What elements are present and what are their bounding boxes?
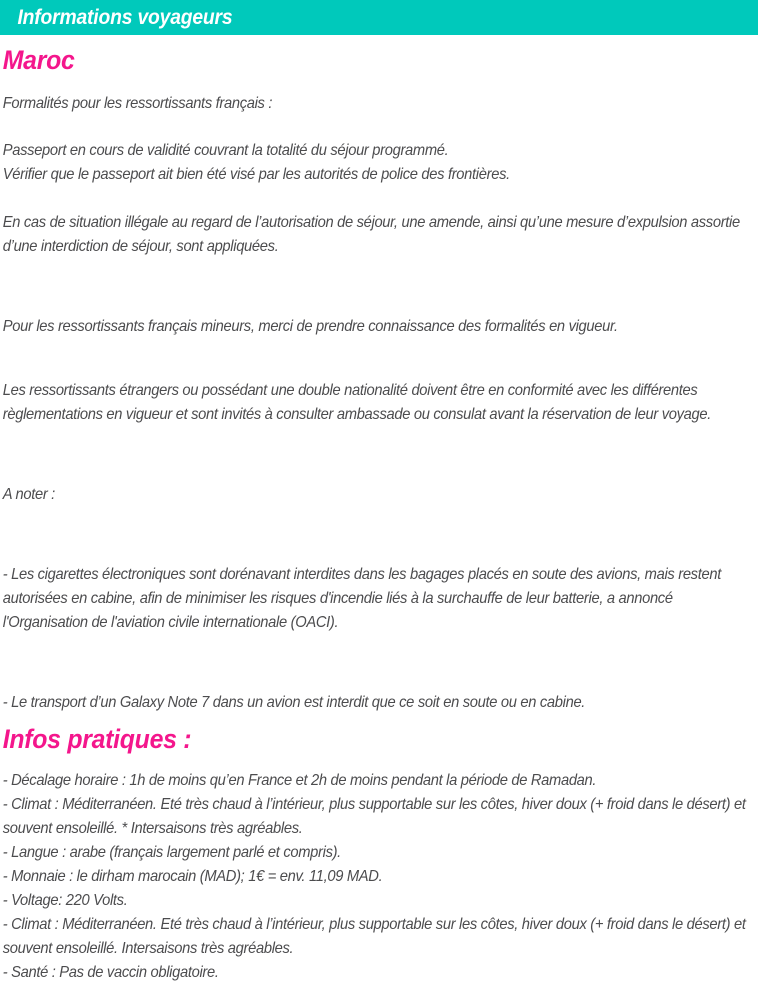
- passport-paragraph: [3, 139, 753, 187]
- practical-item-voltage: - Voltage: 220 Volts.: [2, 892, 128, 909]
- illegal-stay-paragraph: En cas de situation illégale au regard de l’autorisation de séjour, une amende, ainsi qu’une mesure d’expulsion assortie d’une interdiction de séjour, sont appliquées.: [2, 214, 740, 255]
- minors-paragraph: Pour les ressortissants français mineurs, merci de prendre connaissance des formalités en vigueur.: [2, 318, 618, 335]
- passport-validity-line: Passeport en cours de validité couvrant la totalité du séjour programmé.: [2, 142, 449, 159]
- foreign-nationals-paragraph: Les ressortissants étrangers ou possédant une double nationalité doivent être en conformité avec les différentes règlementations en vigueur et sont invités à consulter ambassade ou consulat avant la réservation de leur voyage.: [2, 382, 712, 423]
- practical-item-language: - Langue : arabe (français largement parlé et compris).: [2, 844, 341, 861]
- practical-item-climate: - Climat : Méditerranéen. Eté très chaud à l’intérieur, plus supportable sur les côtes, hiver doux (+ froid dans le désert) et souvent ensoleillé. * Intersaisons très agréables.: [2, 796, 746, 837]
- note-label: A noter :: [2, 486, 55, 503]
- header-bar: [0, 0, 758, 35]
- passport-visa-line: Vérifier que le passeport ait bien été visé par les autorités de police des frontières.: [2, 166, 510, 183]
- galaxy-note-paragraph: - Le transport d’un Galaxy Note 7 dans un avion est interdit que ce soit en soute ou en cabine.: [2, 694, 586, 711]
- country-title: Maroc: [2, 45, 75, 75]
- practical-item-timezone: - Décalage horaire : 1h de moins qu’en France et 2h de moins pendant la période de Ramadan.: [2, 772, 597, 789]
- practical-info-title: Infos pratiques :: [2, 724, 192, 754]
- practical-item-health: - Santé : Pas de vaccin obligatoire.: [2, 964, 219, 981]
- traveler-info-content: [0, 45, 758, 985]
- formalities-intro: Formalités pour les ressortissants français :: [2, 95, 273, 112]
- ecigarettes-paragraph: - Les cigarettes électroniques sont dorénavant interdites dans les bagages placés en soute des avions, mais restent autorisées en cabine, afin de minimiser les risques d'incendie liés à la surchauffe de leur batterie, a annoncé l'Organisation de l'aviation civile internationale (OACI).: [2, 566, 721, 631]
- practical-item-currency: - Monnaie : le dirham marocain (MAD); 1€ = env. 11,09 MAD.: [2, 868, 383, 885]
- practical-item-climate-2: - Climat : Méditerranéen. Eté très chaud à l’intérieur, plus supportable sur les côtes, hiver doux (+ froid dans le désert) et souvent ensoleillé. Intersaisons très agréables.: [2, 916, 746, 957]
- header-title: Informations voyageurs: [17, 5, 233, 29]
